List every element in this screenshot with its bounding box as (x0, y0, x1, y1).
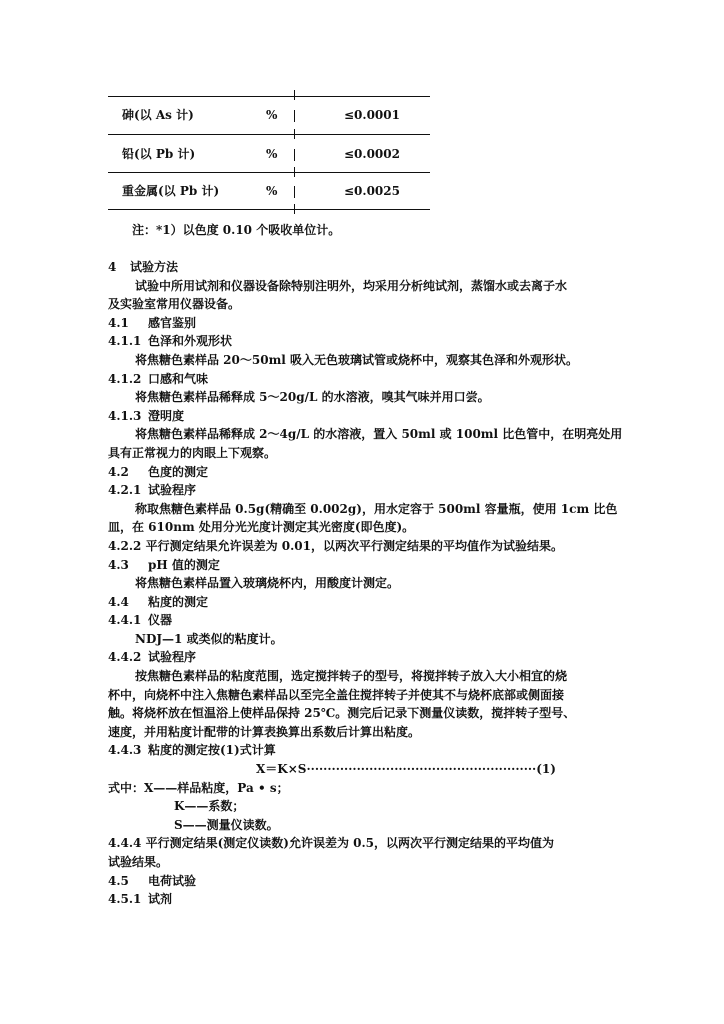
heading-4-4-1 (108, 611, 618, 630)
table-tick (294, 167, 295, 177)
section-title: 感官鉴别 (148, 315, 197, 330)
table-note: 注：*1）以色度 0.10 个吸收单位计。 (132, 223, 341, 237)
section-number: 4.3 (108, 557, 129, 572)
section-number: 4.1 (108, 315, 129, 330)
paragraph-line: 将焦糖色素样品 20～50ml 吸入无色玻璃试管或烧杯中，观察其色泽和外观形状。 (135, 352, 579, 367)
section-title: 色度的测定 (148, 464, 209, 479)
row-unit: % (266, 108, 278, 122)
paragraph-line: NDJ—1 或类似的粘度计。 (135, 631, 283, 646)
heading-4-4 (108, 593, 618, 612)
section-title: 试验程序 (148, 483, 197, 498)
section-number: 4 (108, 260, 117, 274)
section-number: 4.4 (108, 594, 129, 609)
row-unit: % (266, 184, 278, 198)
heading-4-4-3 (108, 741, 618, 760)
paragraph-line: 称取焦糖色素样品 0.5g(精确至 0.002g)，用水定容于 500ml 容量瓶，使用 1cm 比色 (135, 501, 618, 516)
paragraph-line: 皿，在 610nm 处用分光光度计测定其光密度(即色度)。 (108, 520, 415, 535)
section-title: 粘度的测定按(1)式计算 (148, 743, 276, 758)
paragraph-line: 按焦糖色素样品的粘度范围，选定搅拌转子的型号，将搅拌转子放入大小相宜的烧 (135, 669, 568, 684)
table-row (108, 144, 430, 164)
section-title: pH 值的测定 (148, 557, 220, 572)
paragraph-line: 4.2.2 平行测定结果允许误差为 0.01，以两次平行测定结果的平均值作为试验结果。 (108, 538, 563, 553)
row-value: ≤0.0002 (344, 147, 400, 161)
section-number: 4.2 (108, 464, 129, 479)
heading-4-1-3 (108, 407, 618, 426)
heading-4-3 (108, 556, 618, 575)
paragraph-line: 速度，并用粘度计配带的计算表换算出系数后计算出粘度。 (108, 724, 421, 739)
heading-4-2 (108, 463, 618, 482)
row-value: ≤0.0001 (344, 108, 400, 122)
section-title: 粘度的测定 (148, 594, 209, 609)
section-title: 口感和气味 (148, 371, 209, 386)
column-divider (294, 186, 295, 198)
section-title: 试验方法 (130, 260, 179, 274)
table-tick (294, 90, 295, 100)
paragraph-line: 4.4.4 平行测定结果(测定仪读数)允许误差为 0.5，以两次平行测定结果的平均值为 (108, 836, 554, 851)
column-divider (294, 110, 295, 122)
section-number: 4.5.1 (108, 892, 142, 907)
section-number: 4.4.2 (108, 650, 142, 665)
paragraph-line: 试验结果。 (108, 855, 169, 869)
section-number: 4.1.1 (108, 334, 142, 349)
row-unit: % (266, 147, 278, 161)
paragraph-line: 将焦糖色素样品置入玻璃烧杯内，用酸度计测定。 (135, 576, 400, 591)
formula: X＝K×S·······················································(1) (256, 762, 556, 777)
paragraph-line: 试验中所用试剂和仪器设备除特别注明外，均采用分析纯试剂，蒸馏水或去离子水 (135, 278, 568, 293)
formula-where-line (108, 779, 618, 798)
section-number: 4.4.1 (108, 613, 142, 628)
heading-4 (108, 258, 618, 277)
section-title: 电荷试验 (148, 873, 197, 888)
table-rule-bottom (108, 209, 430, 210)
table-tick (294, 129, 295, 139)
heading-4-5 (108, 872, 618, 891)
table-tick (294, 204, 295, 214)
heading-4-1-2 (108, 370, 618, 389)
section-title: 色泽和外观形状 (148, 334, 233, 349)
section-title: 澄明度 (148, 408, 185, 423)
heading-4-1-1 (108, 332, 618, 351)
table-row (108, 105, 430, 125)
formula-where: 式中：X——样品粘度，Pa • s； (108, 780, 289, 795)
section-number: 4.1.3 (108, 408, 142, 423)
paragraph-line: 具有正常视力的肉眼上下观察。 (108, 445, 277, 460)
table-rule (108, 134, 430, 135)
paragraph-line: 杯中，向烧杯中注入焦糖色素样品以至完全盖住搅拌转子并使其不与烧杯底部或侧面接 (108, 687, 565, 702)
section-number: 4.5 (108, 873, 129, 888)
row-value: ≤0.0025 (344, 184, 400, 198)
heading-4-1 (108, 314, 618, 333)
paragraph-line: 将焦糖色素样品稀释成 5～20g/L 的水溶液，嗅其气味并用口尝。 (135, 390, 490, 405)
section-title: 试验程序 (148, 650, 197, 665)
paragraph-line: 触。将烧杯放在恒温浴上使样品保持 25℃。测完后记录下测量仪读数，搅拌转子型号、 (108, 706, 576, 721)
table-rule (108, 172, 430, 173)
heading-4-4-2 (108, 648, 618, 667)
section-4 (108, 258, 623, 909)
section-number: 4.4.3 (108, 743, 142, 758)
formula-def-s: S——测量仪读数。 (174, 817, 279, 832)
section-number: 4.2.1 (108, 483, 142, 498)
paragraph-line: 将焦糖色素样品稀释成 2～4g/L 的水溶液，置入 50ml 或 100ml 比色管中，在明亮处用 (135, 427, 623, 442)
row-name: 重金属(以 Pb 计) (122, 184, 220, 198)
row-name: 铅(以 Pb 计) (122, 147, 196, 161)
section-title: 仪器 (148, 613, 173, 628)
row-name: 砷(以 As 计) (122, 108, 194, 122)
heading-4-2-1 (108, 481, 618, 500)
table-row (108, 181, 430, 201)
column-divider (294, 149, 295, 161)
table-rule-top (108, 96, 430, 97)
section-number: 4.1.2 (108, 371, 142, 386)
formula-def-k: K——系数； (174, 799, 245, 814)
paragraph-line: 及实验室常用仪器设备。 (108, 297, 241, 312)
heading-4-5-1 (108, 890, 618, 909)
section-title: 试剂 (148, 892, 173, 907)
